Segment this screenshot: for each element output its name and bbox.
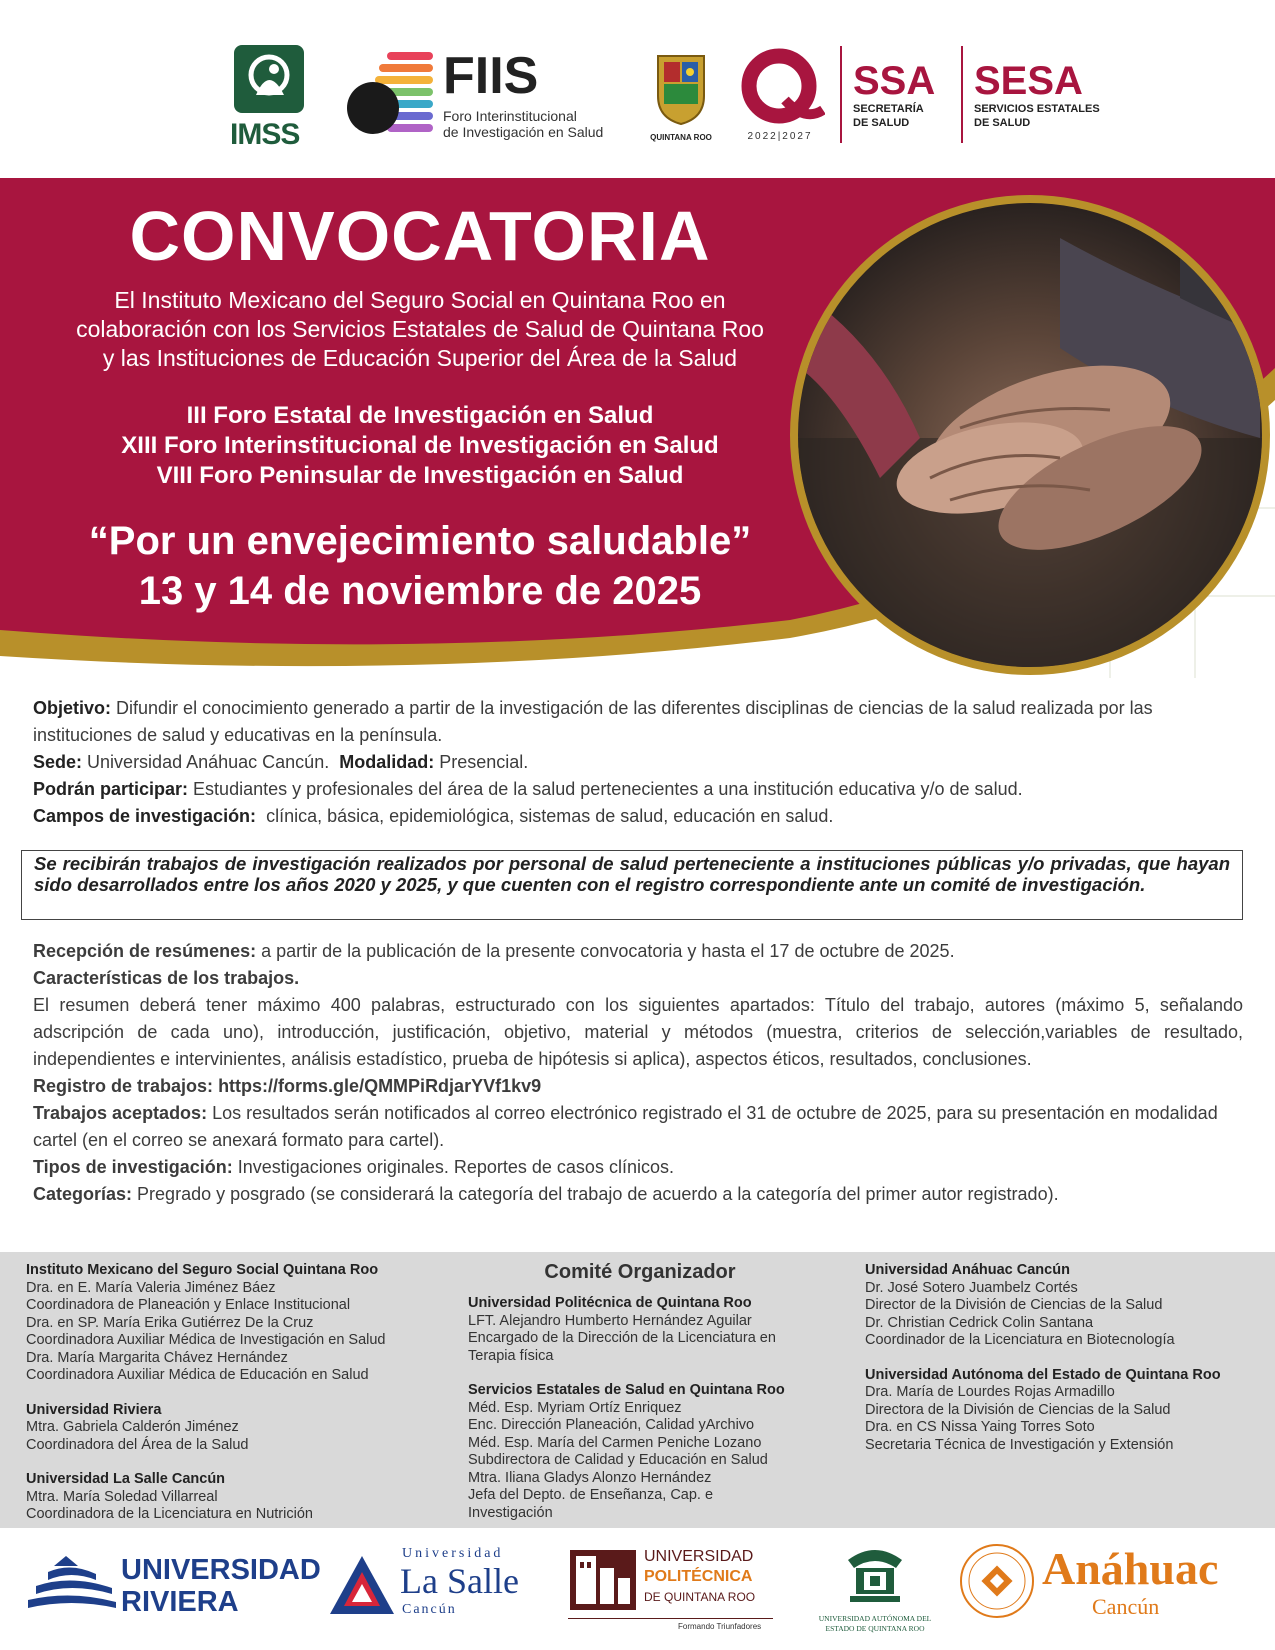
- quintana-roo-label: QUINTANA ROO: [650, 133, 712, 142]
- fiis-subtitle-2: de Investigación en Salud: [443, 124, 604, 140]
- foro-line: VIII Foro Peninsular de Investigación en Salud: [156, 462, 684, 489]
- details-section-2: [33, 938, 1243, 1208]
- committee-member-line: Méd. Esp. Myriam Ortíz Enriquez: [468, 1399, 682, 1416]
- tipos-text: Investigaciones originales. Reportes de casos clínicos.: [237, 1157, 674, 1177]
- categorias: [33, 1181, 1243, 1208]
- committee-member-line: Coordinador de la Licenciatura en Biotecnología: [865, 1332, 1175, 1348]
- participar-text: Estudiantes y profesionales del área de la salud pertenecientes a una institución educativa y/o de salud.: [193, 779, 1023, 799]
- participar-label: Podrán participar:: [33, 779, 189, 799]
- intro-line: colaboración con los Servicios Estatales de Salud de Quintana Roo: [76, 316, 764, 342]
- committee-org: Universidad Autónoma del Estado de Quintana Roo: [865, 1366, 1221, 1383]
- committee-column-left: [26, 1262, 456, 1524]
- foro-line: XIII Foro Interinstitucional de Investigación en Salud: [121, 432, 719, 459]
- upqroo-text-1: UNIVERSIDAD: [644, 1548, 754, 1565]
- committee-member-line: Dra. en SP. María Erika Gutiérrez De la Cruz: [26, 1314, 314, 1331]
- riviera-logo: [26, 1548, 321, 1618]
- committee-member-line: Mtra. María Soledad Villarreal: [26, 1488, 218, 1505]
- committee-member-line: Méd. Esp. María del Carmen Peniche Lozano: [468, 1434, 762, 1451]
- aceptados: [33, 1100, 1243, 1154]
- anahuac-main-text: Anáhuac: [1042, 1543, 1219, 1594]
- recepcion: [33, 938, 1243, 965]
- intro-line: y las Instituciones de Educación Superior del Área de la Salud: [102, 345, 738, 371]
- anahuac-sub-text: Cancún: [1092, 1594, 1160, 1619]
- intro-text: [0, 286, 840, 373]
- committee-member-line: Coordinadora Auxiliar Médica de Investigación en Salud: [26, 1332, 386, 1348]
- recepcion-label: Recepción de resúmenes:: [33, 941, 257, 961]
- committee-org: Servicios Estatales de Salud en Quintana Roo: [468, 1382, 785, 1398]
- categorias-label: Categorías:: [33, 1184, 133, 1204]
- gobierno-years: 2022|2027: [747, 131, 813, 142]
- aceptados-label: Trabajos aceptados:: [33, 1103, 208, 1123]
- sesa-title: SESA: [974, 59, 1083, 103]
- objetivo-label: Objetivo:: [33, 698, 112, 718]
- committee-member-line: Secretaria Técnica de Investigación y Extensión: [865, 1436, 1174, 1453]
- lasalle-main-text: La Salle: [400, 1561, 519, 1601]
- committee-org: Universidad La Salle Cancún: [26, 1471, 226, 1487]
- quintana-roo-shield-icon: [650, 50, 712, 126]
- foro-line: III Foro Estatal de Investigación en Salud: [186, 402, 654, 429]
- foros-list: [0, 401, 840, 491]
- caracteristicas-heading: [33, 965, 1243, 992]
- fiis-logo: [345, 48, 615, 143]
- riviera-text-2: RIVIERA: [121, 1586, 239, 1618]
- committee-member-line: Jefa del Depto. de Enseñanza, Cap. e: [468, 1487, 714, 1503]
- footer-logos: [0, 1528, 1275, 1650]
- recepcion-text: a partir de la publicación de la presente convocatoria y hasta el 17 de octubre de 2025.: [261, 941, 955, 961]
- lasalle-star-icon: [328, 1554, 396, 1616]
- sede-text: Universidad Anáhuac Cancún.: [87, 752, 330, 772]
- committee-title: Comité Organizador: [544, 1261, 736, 1283]
- committee-member-line: Coordinadora del Área de la Salud: [26, 1436, 249, 1453]
- sede-label: Sede:: [33, 752, 83, 772]
- registro-link[interactable]: https://forms.gle/QMMPiRdjarYVf1kv9: [218, 1076, 542, 1096]
- objetivo-text: Difundir el conocimiento generado a partir de la investigación de las diferentes disciplinas de ciencias de la salud realizada por las instituciones de salud y educativas en la península.: [33, 698, 1153, 745]
- riviera-wave-icon: [26, 1552, 116, 1612]
- committee-member-line: Coordinadora Auxiliar Médica de Educación en Salud: [26, 1367, 369, 1383]
- committee-member-line: Director de la División de Ciencias de la Salud: [865, 1297, 1163, 1313]
- committee-org: Universidad Riviera: [26, 1401, 162, 1418]
- committee-member-line: Dra. en E. María Valeria Jiménez Báez: [26, 1279, 276, 1296]
- details-section: [33, 695, 1243, 830]
- modalidad-text: Presencial.: [439, 752, 529, 772]
- committee-member-line: Directora de la División de Ciencias de la Salud: [865, 1401, 1171, 1418]
- upqroo-slogan: Formando Triunfadores: [678, 1622, 762, 1631]
- committee-member-line: Dr. Christian Cedrick Colin Santana: [865, 1314, 1094, 1331]
- gobierno-q-logo: [735, 48, 825, 143]
- registro-label: Registro de trabajos:: [33, 1076, 214, 1096]
- imss-logo: [230, 45, 310, 151]
- uqroo-logo: [810, 1538, 940, 1643]
- header-divider-2: [961, 46, 963, 143]
- lasalle-top-text: Universidad: [402, 1546, 504, 1561]
- campos-text: clínica, básica, epidemiológica, sistemas de salud, educación en salud.: [266, 806, 834, 826]
- committee-column-middle: [468, 1295, 828, 1522]
- anahuac-seal-icon: [958, 1542, 1036, 1620]
- categorias-text: Pregrado y posgrado (se considerará la categoría del trabajo de acuerdo a la categoría del primer autor registrado).: [137, 1184, 1059, 1204]
- spacer: [468, 1365, 828, 1382]
- lema-text: “Por un envejecimiento saludable”: [88, 519, 752, 563]
- committee-member-line: Mtra. Gabriela Calderón Jiménez: [26, 1419, 239, 1435]
- lasalle-sub-text: Cancún: [402, 1602, 457, 1617]
- campos-label: Campos de investigación:: [33, 806, 257, 826]
- spacer: [26, 1385, 456, 1402]
- quintana-roo-logo: [650, 50, 712, 142]
- upqroo-text-2: POLITÉCNICA: [644, 1568, 753, 1585]
- upqroo-logo: [568, 1548, 783, 1638]
- fiis-subtitle-1: Foro Interinstitucional: [443, 108, 577, 124]
- ssa-subtitle-1: SECRETARÍA: [853, 103, 924, 115]
- committee-member-line: Coordinadora de la Licenciatura en Nutrición: [26, 1506, 313, 1522]
- committee-member-line: Dra. María de Lourdes Rojas Armadillo: [865, 1384, 1115, 1400]
- committee-section: [0, 1252, 1275, 1528]
- caracteristicas-label: Características de los trabajos.: [33, 968, 300, 988]
- caracteristicas-text: El resumen deberá tener máximo 400 palabras, estructurado con los siguientes apartados: Título del trabajo, autores (máximo 5, señalando adscripción de cada uno), introducción, justificación, objetivo, material y métodos (muestra, criterios de selección,variables de resultado, independientes e intervinientes, análisis estadístico, prueba de hipótesis si aplica), aspectos éticos, resultados, conclusiones.: [33, 995, 1243, 1069]
- spacer: [26, 1454, 456, 1471]
- committee-member-line: Subdirectora de Calidad y Educación en Salud: [468, 1452, 768, 1468]
- riviera-text-1: UNIVERSIDAD: [121, 1554, 321, 1586]
- sesa-subtitle-2: DE SALUD: [974, 117, 1031, 129]
- uqroo-seal-icon: [840, 1538, 910, 1606]
- event-date: 13 y 14 de noviembre de 2025: [138, 569, 702, 613]
- committee-org: Universidad Anáhuac Cancún: [865, 1262, 1070, 1278]
- committee-org: Universidad Politécnica de Quintana Roo: [468, 1295, 752, 1311]
- notice-box: Se recibirán trabajos de investigación realizados por personal de salud perteneciente a instituciones públicas y/o privadas, que hayan sido desarrollados entre los años 2020 y 2025, y que cuenten con el registro correspondiente ante un comité de investigación.: [21, 850, 1243, 920]
- registro: [33, 1073, 1243, 1100]
- spacer: [865, 1350, 1260, 1367]
- lema-block: [0, 516, 840, 616]
- committee-member-line: Mtra. Iliana Gladys Alonzo Hernández: [468, 1469, 712, 1486]
- ssa-logo: [853, 60, 958, 130]
- committee-member-line: Dr. José Sotero Juambelz Cortés: [865, 1279, 1078, 1296]
- modalidad-label: Modalidad:: [339, 752, 435, 772]
- aceptados-text: Los resultados serán notificados al correo electrónico registrado el 31 de octubre de 2025, para su presentación en modalidad cartel (en el correo se anexará formato para cartel).: [33, 1103, 1218, 1150]
- tipos-label: Tipos de investigación:: [33, 1157, 233, 1177]
- participantes: [33, 776, 1243, 803]
- committee-member-line: Terapia física: [468, 1347, 554, 1364]
- lasalle-logo: [328, 1546, 533, 1626]
- committee-member-line: Investigación: [468, 1504, 553, 1521]
- convocatoria-title: CONVOCATORIA: [129, 197, 711, 275]
- fiis-rainbow-icon: [345, 48, 437, 140]
- imss-logo-text: IMSS: [230, 118, 300, 151]
- committee-member-line: Encargado de la Dirección de la Licenciatura en: [468, 1330, 776, 1346]
- fiis-title: FIIS: [443, 47, 539, 105]
- sesa-subtitle-1: SERVICIOS ESTATALES: [974, 103, 1100, 115]
- sede: [33, 749, 1243, 776]
- tipos: [33, 1154, 1243, 1181]
- campos: [33, 803, 1243, 830]
- committee-org: Instituto Mexicano del Seguro Social Quintana Roo: [26, 1262, 379, 1278]
- sesa-logo: [974, 60, 1134, 130]
- anahuac-logo: [958, 1542, 1258, 1632]
- ssa-subtitle-2: DE SALUD: [853, 117, 910, 129]
- ssa-title: SSA: [853, 59, 936, 103]
- gobierno-q-icon: [735, 48, 825, 128]
- upqroo-text-3: DE QUINTANA ROO: [644, 1590, 756, 1604]
- uqroo-text-1: UNIVERSIDAD AUTÓNOMA DEL: [818, 1614, 932, 1623]
- committee-member-line: Enc. Dirección Planeación, Calidad yArchivo: [468, 1417, 755, 1433]
- imss-eagle-icon: [230, 45, 310, 117]
- committee-member-line: Coordinadora de Planeación y Enlace Institucional: [26, 1297, 351, 1313]
- intro-line: El Instituto Mexicano del Seguro Social en Quintana Roo en: [114, 287, 726, 313]
- upqroo-line: [568, 1618, 773, 1619]
- header-divider-1: [840, 46, 842, 143]
- committee-member-line: Dra. en CS Nissa Yaing Torres Soto: [865, 1419, 1095, 1435]
- objetivo: [33, 695, 1243, 749]
- committee-column-right: [865, 1262, 1260, 1454]
- uqroo-text-2: ESTADO DE QUINTANA ROO: [825, 1624, 925, 1633]
- committee-member-line: LFT. Alejandro Humberto Hernández Aguilar: [468, 1312, 752, 1329]
- committee-member-line: Dra. María Margarita Chávez Hernández: [26, 1349, 288, 1366]
- upqroo-building-icon: [568, 1548, 638, 1612]
